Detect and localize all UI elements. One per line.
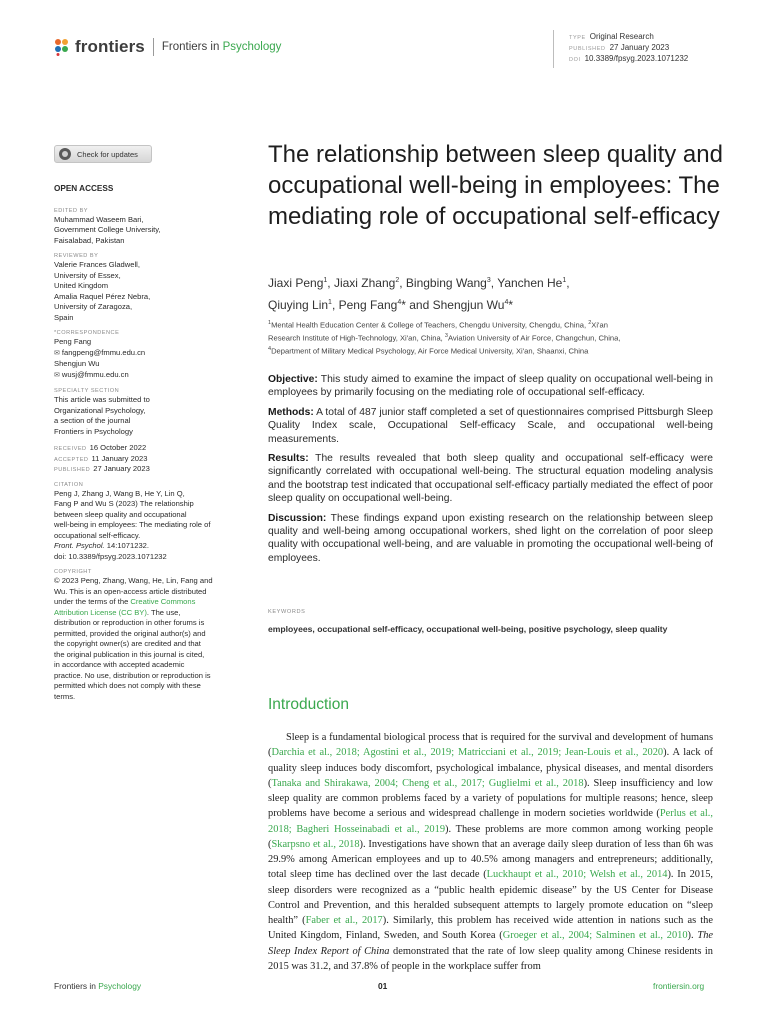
affil-text: Aviation University of Air Force, Changchun, China, — [447, 333, 621, 343]
envelope-icon: ✉ — [54, 349, 60, 357]
correspondence-label: *CORRESPONDENCE — [54, 330, 120, 336]
affil-text: Mental Health Education Center & College of Teachers, Chengdu University, Chengdu, China, — [271, 320, 589, 330]
update-icon — [59, 148, 71, 160]
correspondent-email[interactable]: wusj@fmmu.edu.cn — [61, 369, 129, 379]
abstract-methods — [268, 406, 713, 446]
doi-label: DOI — [569, 57, 581, 63]
abstract-objective — [268, 373, 713, 400]
specialty-line: Frontiers in Psychology — [54, 426, 133, 436]
published-value: 27 January 2023 — [609, 43, 670, 52]
author-name[interactable]: * and Shengjun Wu — [401, 298, 505, 312]
copyright-line: permitted, provided the original author(s) and — [54, 628, 206, 638]
copyright-line: in accordance with accepted academic — [54, 660, 185, 669]
frontiers-logo[interactable] — [54, 37, 281, 57]
affil-text: Research Institute of High-Technology, Xi'an, China, — [268, 333, 445, 343]
published-label: PUBLISHED — [569, 46, 606, 52]
editor-line: Muhammad Waseem Bari, — [54, 214, 144, 224]
body-text: ). — [687, 930, 698, 942]
citation-line: between sleep quality and occupational — [54, 509, 187, 519]
article-title: The relationship between sleep quality and occupational well-being in employees: The mediating role of occupational self-efficacy — [268, 141, 723, 230]
discussion-label: Discussion: — [268, 512, 327, 524]
logo-wordmark: frontiers — [75, 37, 145, 56]
correspondent-email-row[interactable] — [54, 348, 254, 360]
report-title: The Sleep Index Report of China — [268, 930, 714, 957]
edited-by-label: EDITED BY — [54, 207, 89, 214]
citation-link[interactable]: Luckhaupt et al., 2010; Welsh et al., 2014 — [486, 869, 668, 881]
copyright-text: under the terms of the — [54, 597, 131, 606]
author-name[interactable]: , Jiaxi Zhang — [327, 276, 396, 290]
citation-volume: 14:1071232. — [104, 541, 149, 550]
body-text: ). Similarly, this problem has received wide attention in nations such as the United Kingdom, Finland, Sweden, and South Korea ( — [268, 915, 713, 942]
body-text: ). In 2015, sleep disorders were recognized as a “public health epidemic disease” by the US Center for Disease Control and Prevention, and this heralded subsequent attempts to largely promote education on “sleep health” ( — [268, 869, 713, 926]
reviewer-line: Amalia Raquel Pérez Nebra, — [54, 291, 151, 301]
author-name[interactable]: Qiuying Lin — [268, 298, 329, 312]
reviewed-by-block — [54, 252, 254, 323]
copyright-line — [54, 597, 254, 608]
body-text: ). Investigations have shown that an average daily sleep duration of less than 6h was 29.9% among American employees and up to 40.5% among managers and entrepreneurs; additionally, total sleep time has declined over the last decade ( — [268, 838, 713, 881]
citation-block — [54, 481, 254, 563]
author-affil-sup: 1 — [328, 299, 332, 306]
citation-link[interactable]: Groeger et al., 2004; Salminen et al., 2010 — [502, 930, 688, 942]
corresponding-mark: * — [508, 298, 514, 312]
body-text: demonstrated that the rate of low sleep quality among Chinese residents in 2015 was 31.2, and 37.8% of people in the workplace suffer from — [268, 945, 714, 972]
copyright-line: practice. No use, distribution or reproduction is — [54, 670, 211, 680]
correspondence-block — [54, 329, 254, 381]
citation-link[interactable]: Skarpsno et al., 2018 — [271, 838, 360, 850]
frontiers-logo-icon — [54, 38, 72, 56]
body-text: ). These problems are more common among working people ( — [268, 823, 713, 850]
citation-label: CITATION — [54, 481, 84, 488]
license-link[interactable]: Creative Commons — [130, 597, 196, 606]
correspondent-email-row[interactable] — [54, 370, 254, 382]
footer-journal — [54, 981, 141, 991]
author-affil-sup: 1 — [562, 277, 567, 284]
reviewer-line: University of Essex, — [54, 270, 121, 280]
citation-line: Fang P and Wu S (2023) The relationship — [54, 499, 194, 508]
citation-link[interactable]: Darchia et al., 2018; Agostini et al., 2019; Matricciani et al., 2019; Jean-Louis et al., 2020 — [271, 747, 664, 759]
author-affil-sup: 4 — [397, 299, 402, 306]
author-name[interactable]: , Yanchen He — [490, 276, 563, 290]
citation-journal: Front. Psychol. — [54, 541, 105, 550]
citation-link[interactable]: Perlus et al., 2018; Bagheri Hosseinabadi et al., 2019 — [268, 808, 713, 835]
abstract-discussion — [268, 512, 713, 566]
check-for-updates-button[interactable] — [54, 145, 152, 163]
copyright-line: permitted which does not comply with these — [54, 681, 201, 690]
type-label: TYPE — [569, 35, 586, 41]
page-number: 01 — [378, 981, 388, 991]
published-date — [569, 43, 669, 52]
footer-site-link[interactable]: frontiersin.org — [653, 981, 705, 991]
results-label: Results: — [268, 453, 309, 465]
published-value-sidebar: 27 January 2023 — [93, 464, 150, 473]
correspondent-name: Peng Fang — [54, 337, 92, 346]
received-label: RECEIVED — [54, 446, 87, 452]
methods-text: A total of 487 junior staff completed a set of questionnaires comprised Pittsburgh Sleep Quality Index scale, Occupational Self-efficacy Scale, and occupational well-being measurements. — [268, 406, 713, 445]
copyright-line: Wu. This is an open-access article distributed — [54, 586, 207, 596]
footer-journal-prefix: Frontiers in — [54, 981, 99, 991]
author-affil-sup: 1 — [323, 277, 328, 284]
copyright-line: terms. — [54, 691, 76, 701]
copyright-line: the copyright owner(s) are credited and that — [54, 639, 201, 648]
citation-doi[interactable]: doi: 10.3389/fpsyg.2023.1071232 — [54, 551, 167, 561]
body-text: ). Sleep insufficiency and low sleep quality are common problems faced by a variety of populations for multiple reasons; hence, sleep problems have become a serious and widespread challenge in modern societies worldwide ( — [268, 777, 713, 820]
doi-value[interactable]: 10.3389/fpsyg.2023.1071232 — [584, 54, 689, 63]
footer-journal-subject: Psychology — [98, 981, 142, 991]
author-name[interactable]: , Peng Fang — [331, 298, 398, 312]
accepted-label: ACCEPTED — [54, 456, 89, 463]
affiliations — [268, 318, 738, 357]
introduction-body — [268, 730, 713, 974]
edited-by-block — [54, 207, 254, 247]
keywords: employees, occupational self-efficacy, occupational well-being, positive psychology, sleep quality — [268, 624, 668, 634]
reviewed-by-label: REVIEWED BY — [54, 253, 99, 259]
copyright-line: the original publication in this journal is cited, — [54, 649, 205, 659]
results-text: The results revealed that both sleep quality and occupational self-efficacy were significantly correlated with occupational well-being. The structural equation modeling analysis and the bootstrap test indicated that occupational self-efficacy partially mediated the effect of poor sleep quality on occupational well-being. — [268, 453, 713, 505]
copyright-label: COPYRIGHT — [54, 569, 92, 575]
published-label-sidebar: PUBLISHED — [54, 467, 91, 473]
envelope-icon: ✉ — [54, 371, 60, 379]
abstract-results — [268, 452, 713, 506]
body-text: Sleep is a fundamental biological process that is required for the survival and development of humans ( — [268, 732, 713, 759]
check-for-updates-label: Check for updates — [77, 149, 138, 159]
affil-text: Department of Military Medical Psychology, Air Force Medical University, Xi'an, Shaanxi, China — [271, 346, 589, 356]
keywords-label: KEYWORDS — [268, 609, 306, 615]
copyright-text: . The use, — [146, 607, 181, 617]
journal-name[interactable] — [162, 41, 282, 53]
author-separator: , — [566, 276, 570, 290]
article-info-sidebar — [54, 184, 254, 708]
received-value: 16 October 2022 — [89, 443, 147, 452]
specialty-section-label: SPECIALTY SECTION — [54, 388, 120, 394]
body-text: ). A lack of quality sleep induces body discomfort, psychological imbalance, physical diseases, and mental disorders ( — [268, 747, 714, 789]
citation-line: Peng J, Zhang J, Wang B, He Y, Lin Q, — [54, 488, 185, 498]
open-access-label: OPEN ACCESS — [54, 184, 114, 193]
dates-block — [54, 443, 254, 475]
published-date-sidebar — [54, 464, 254, 475]
author-list — [268, 271, 738, 315]
type-value: Original Research — [589, 32, 654, 41]
citation-line: well-being in employees: The mediating role of — [54, 520, 211, 529]
copyright-line — [54, 608, 254, 619]
received-date — [54, 443, 254, 454]
affil-sup: 2 — [588, 320, 592, 326]
affil-sup: 1 — [268, 320, 272, 326]
accepted-value: 11 January 2023 — [91, 453, 148, 463]
journal-subject: Psychology — [222, 41, 282, 53]
editor-line: Government College University, — [54, 225, 161, 234]
reviewer-line: University of Zaragoza, — [54, 302, 133, 311]
accepted-date — [54, 454, 254, 465]
methods-label: Methods: — [268, 406, 314, 418]
logo-divider — [153, 38, 154, 56]
objective-text: This study aimed to examine the impact of sleep quality on occupational well-being in employees by primarily focusing on the mediating role of occupational self-efficacy. — [268, 374, 713, 399]
specialty-section-block — [54, 387, 254, 437]
correspondent-email[interactable]: fangpeng@fmmu.edu.cn — [61, 347, 146, 357]
citation-line: occupational self-efficacy. — [54, 530, 141, 540]
copyright-line: distribution or reproduction in other forums is — [54, 618, 205, 627]
editor-line: Faisalabad, Pakistan — [54, 235, 125, 245]
citation-link[interactable]: Tanaka and Shirakawa, 2004; Cheng et al., 2017; Guglielmi et al., 2018 — [271, 777, 584, 789]
author-affil-sup: 3 — [486, 277, 491, 284]
reviewer-line: Valerie Frances Gladwell, — [54, 260, 140, 269]
objective-label: Objective: — [268, 374, 318, 385]
intro-paragraph — [268, 730, 713, 974]
copyright-block — [54, 568, 254, 702]
specialty-line: This article was submitted to — [54, 395, 150, 404]
specialty-line: Organizational Psychology, — [54, 405, 146, 415]
author-name[interactable]: , Bingbing Wang — [399, 276, 487, 290]
license-link[interactable]: Attribution License (CC BY) — [54, 607, 147, 617]
article-type — [569, 32, 654, 41]
author-affil-sup: 2 — [395, 277, 400, 284]
citation-link[interactable]: Faber et al., 2017 — [305, 915, 383, 926]
affil-sup: 4 — [268, 346, 272, 353]
discussion-text: These findings expand upon existing research on the relationship between sleep quality and well-being among occupational workers, shed light on the correlation of poor sleep quality with occupational well-being, and are valuable in promoting the occupational well-being of employees. — [268, 512, 713, 564]
copyright-line: © 2023 Peng, Zhang, Wang, He, Lin, Fang and — [54, 576, 213, 585]
journal-prefix: Frontiers in — [161, 41, 223, 53]
affil-text: Xi'an — [591, 320, 608, 330]
specialty-line: a section of the journal — [54, 416, 131, 425]
reviewer-line: Spain — [54, 312, 74, 322]
abstract — [268, 373, 713, 571]
meta-divider — [553, 30, 554, 68]
doi[interactable] — [569, 54, 688, 63]
reviewer-line: United Kingdom — [54, 281, 109, 290]
introduction-heading: Introduction — [268, 696, 349, 713]
author-affil-sup: 4 — [504, 299, 509, 306]
affil-sup: 3 — [444, 333, 448, 340]
author-name[interactable]: Jiaxi Peng — [268, 276, 324, 290]
correspondent-name: Shengjun Wu — [54, 359, 100, 368]
citation-journal-line — [54, 541, 254, 552]
